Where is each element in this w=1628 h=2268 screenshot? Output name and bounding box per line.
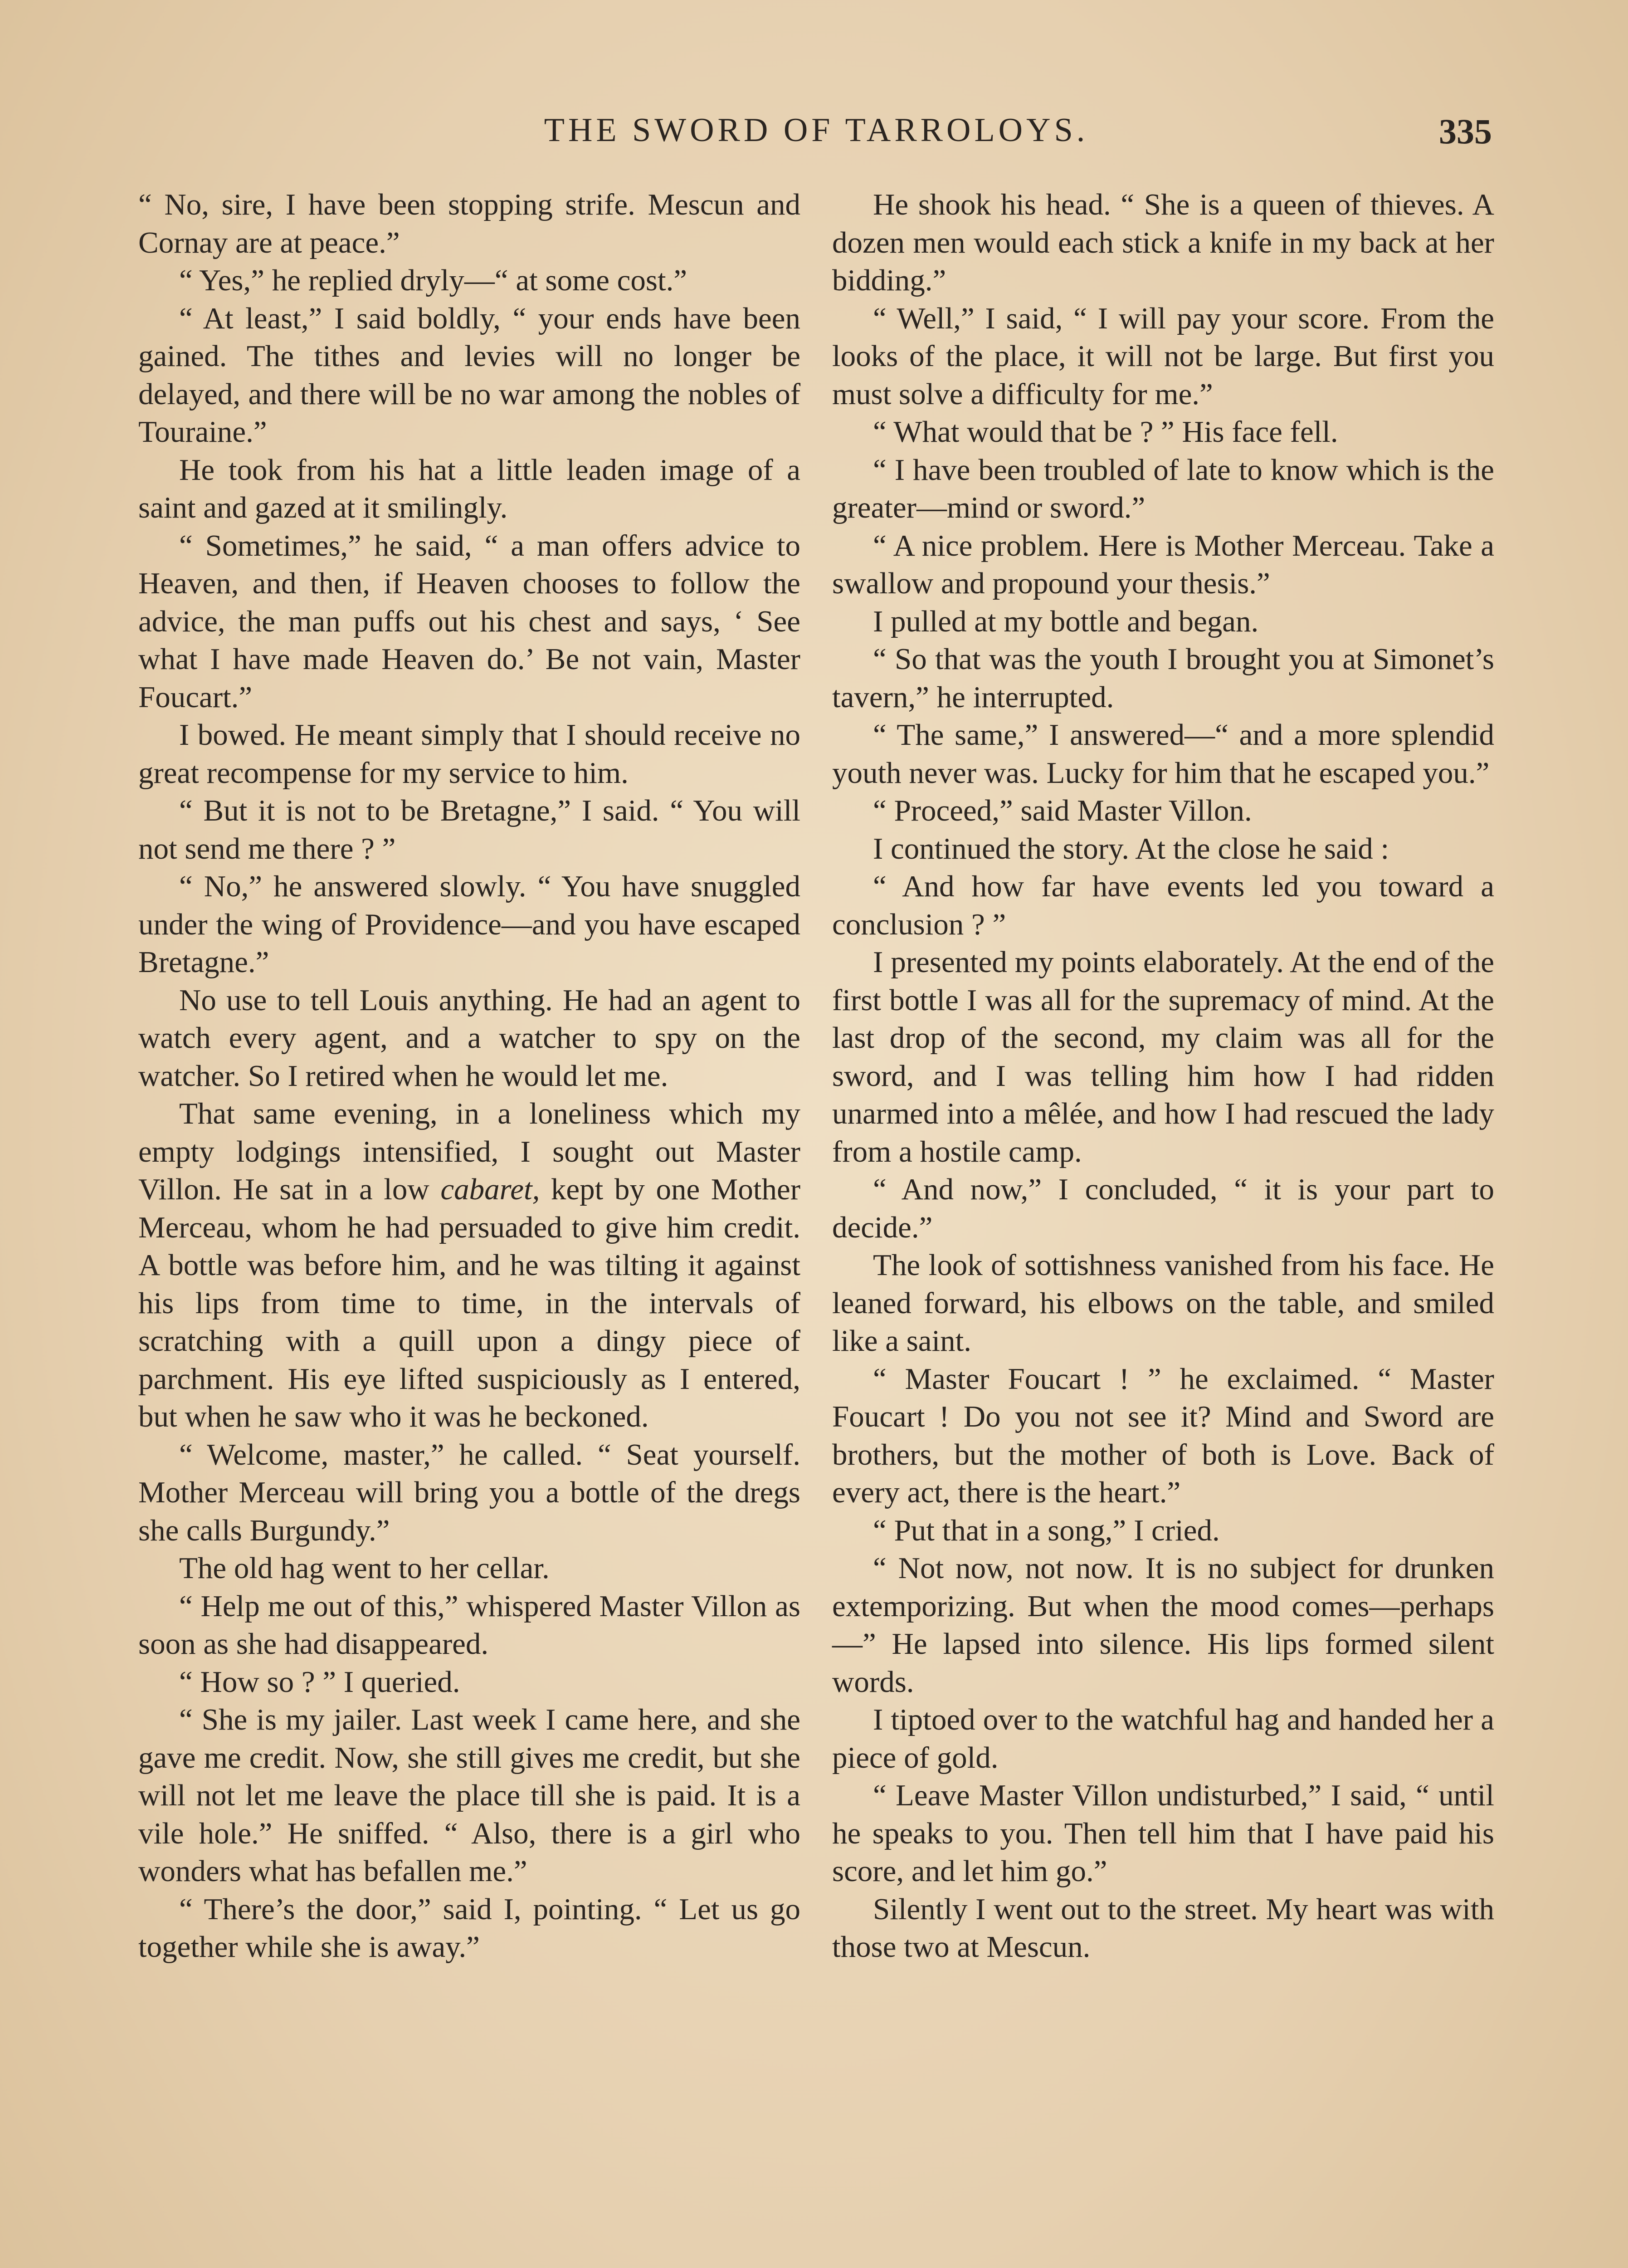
- paragraph: “ She is my jailer. Last week I came here, and she gave me credit. Now, she still gives me credit, but she will not let me leave the place till she is paid. It is a vile hole.” He sniffed. “ Also, there is a girl who wonders what has befallen me.”: [138, 1703, 800, 1888]
- paragraph: “ No,” he answered slowly. “ You have snuggled under the wing of Providence—and you have escaped Bretagne.”: [138, 870, 800, 979]
- paragraph: I tiptoed over to the watchful hag and handed her a piece of gold.: [832, 1703, 1494, 1774]
- page-number: 335: [1439, 112, 1492, 151]
- paragraph: “ Help me out of this,” whispered Master Villon as soon as she had disappeared.: [138, 1589, 800, 1661]
- paragraph: “ Yes,” he replied dryly—“ at some cost.”: [179, 264, 687, 297]
- paragraph: “ Master Foucart ! ” he exclaimed. “ Master Foucart ! Do you not see it? Mind and Sword are brothers, but the mother of both is Love. Back of every act, there is the heart.”: [832, 1362, 1494, 1509]
- paragraph: I presented my points elaborately. At the end of the first bottle I was all for the supremacy of mind. At the last drop of the second, my claim was all for the sword, and I was telling him how I had ridden unarmed into a mêlée, and how I had rescued the lady from a hostile camp.: [832, 945, 1494, 1168]
- italic-word: cabaret,: [440, 1173, 540, 1206]
- paragraph: “ At least,” I said boldly, “ your ends have been gained. The tithes and levies will no longer be delayed, and there will be no war among the nobles of Touraine.”: [138, 301, 800, 449]
- left-column: [138, 186, 800, 1966]
- paragraph: “ I have been troubled of late to know which is the greater—mind or sword.”: [832, 453, 1494, 524]
- paragraph-text: That same evening, in a loneliness which my empty lodgings intensified, I sought out Master Villon. He sat in a low: [138, 1097, 800, 1206]
- paragraph: He took from his hat a little leaden image of a saint and gazed at it smilingly.: [138, 453, 800, 524]
- paragraph: “ Welcome, master,” he called. “ Seat yourself. Mother Merceau will bring you a bottle of the dregs she calls Burgundy.”: [138, 1437, 800, 1547]
- paragraph: “ And now,” I concluded, “ it is your part to decide.”: [832, 1173, 1494, 1244]
- paragraph: “ And how far have events led you toward a conclusion ? ”: [832, 870, 1494, 941]
- paragraph: The look of sottishness vanished from his face. He leaned forward, his elbows on the table, and smiled like a saint.: [832, 1248, 1494, 1358]
- paragraph: “ So that was the youth I brought you at Simonet’s tavern,” he interrupted.: [832, 642, 1494, 714]
- paragraph: “ The same,” I answered—“ and a more splendid youth never was. Lucky for him that he escaped you.”: [832, 718, 1494, 790]
- paragraph-text: kept by one Mother Merceau, whom he had persuaded to give him credit. A bottle was before him, and he was tilting it against his lips from time to time, in the intervals of scratching with a quill upon a dingy piece of parchment. His eye lifted suspiciously as I entered, but when he saw who it was he beckoned.: [138, 1173, 801, 1433]
- paragraph: “ Leave Master Villon undisturbed,” I said, “ until he speaks to you. Then tell him that I have paid his score, and let him go.”: [832, 1779, 1494, 1888]
- paragraph: “ Well,” I said, “ I will pay your score. From the looks of the place, it will not be large. But first you must solve a difficulty for me.”: [832, 301, 1494, 411]
- paragraph: “ Not now, not now. It is no subject for drunken extemporizing. But when the mood comes—perhaps—” He lapsed into silence. His lips formed silent words.: [832, 1551, 1494, 1699]
- paragraph: “ But it is not to be Bretagne,” I said. “ You will not send me there ? ”: [138, 794, 800, 865]
- paragraph: “ No, sire, I have been stopping strife. Mescun and Cornay are at peace.”: [138, 188, 800, 259]
- paragraph: “ Put that in a song,” I cried.: [873, 1513, 1220, 1547]
- paragraph: “ Sometimes,” he said, “ a man offers advice to Heaven, and then, if Heaven chooses to follow the advice, the man puffs out his chest and says, ‘ See what I have made Heaven do.’ Be not vain, Master Foucart.”: [138, 528, 800, 714]
- paragraph: “ What would that be ? ” His face fell.: [873, 415, 1338, 449]
- paragraph: [138, 1095, 800, 1436]
- paragraph: He shook his head. “ She is a queen of thieves. A dozen men would each stick a knife in my back at her bidding.”: [832, 188, 1494, 297]
- paragraph: I continued the story. At the close he said :: [873, 831, 1389, 865]
- paragraph: No use to tell Louis anything. He had an agent to watch every agent, and a watcher to spy on the watcher. So I retired when he would let me.: [138, 983, 800, 1093]
- paragraph: I bowed. He meant simply that I should receive no great recompense for my service to him.: [138, 718, 800, 790]
- paragraph: “ How so ? ” I queried.: [179, 1665, 460, 1699]
- page-header: [141, 111, 1492, 161]
- paragraph: Silently I went out to the street. My heart was with those two at Mescun.: [832, 1892, 1494, 1964]
- paragraph: “ There’s the door,” said I, pointing. “ Let us go together while she is away.”: [138, 1892, 800, 1964]
- paragraph: I pulled at my bottle and began.: [873, 604, 1259, 638]
- running-title: THE SWORD OF TARROLOYS.: [544, 112, 1089, 149]
- paragraph: “ Proceed,” said Master Villon.: [873, 794, 1252, 827]
- right-column: [832, 186, 1494, 1966]
- paragraph: “ A nice problem. Here is Mother Merceau. Take a swallow and propound your thesis.”: [832, 528, 1494, 600]
- paragraph: The old hag went to her cellar.: [179, 1551, 550, 1585]
